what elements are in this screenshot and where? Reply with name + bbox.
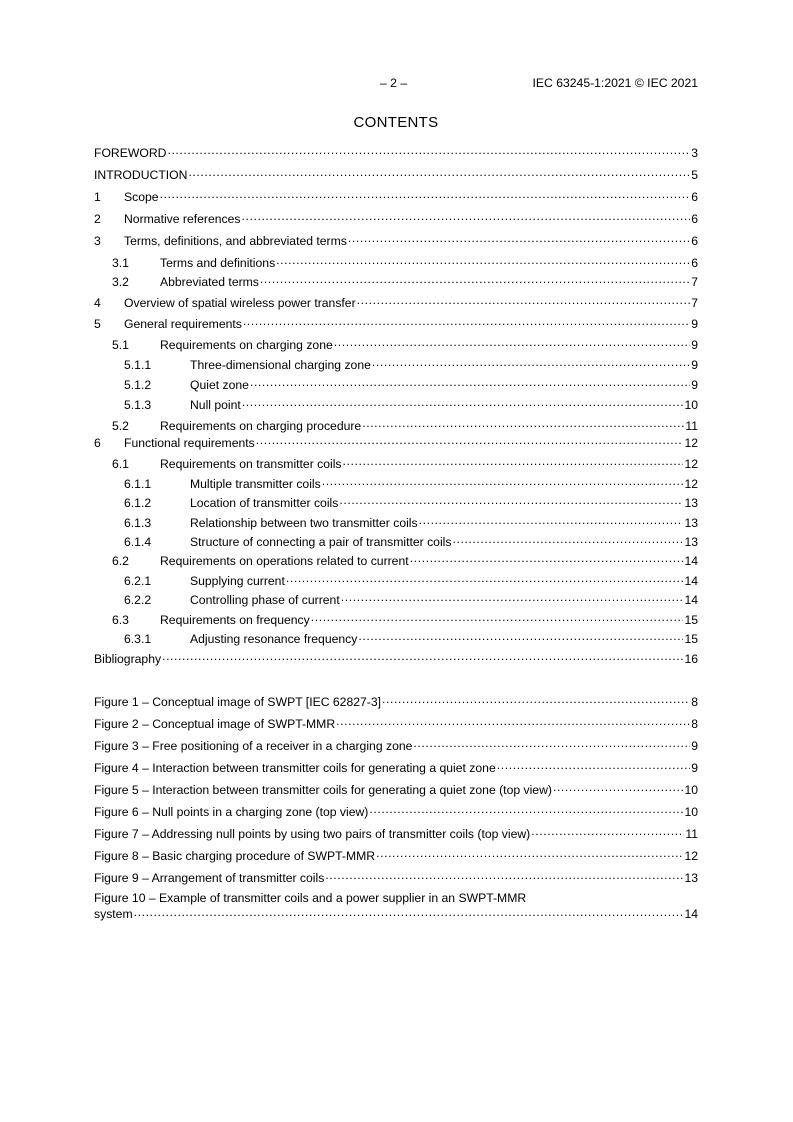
figure-entry-page: 10 <box>684 783 698 797</box>
figure-entry[interactable] <box>94 760 698 777</box>
toc-entry-title: Multiple transmitter coils <box>190 477 321 491</box>
toc-entry-number: 3.2 <box>112 275 129 289</box>
toc-entry[interactable] <box>94 377 698 394</box>
dot-leader <box>531 826 684 838</box>
toc-entry-title: Abbreviated terms <box>160 275 259 289</box>
toc-entry-page: 9 <box>691 317 698 331</box>
toc-entry-number: 6.1.1 <box>124 477 152 491</box>
figure-entry[interactable] <box>94 826 698 843</box>
dot-leader <box>362 418 684 430</box>
toc-entry[interactable] <box>94 295 698 312</box>
dot-leader <box>357 295 691 307</box>
figure-entry[interactable] <box>94 891 698 922</box>
dot-leader <box>348 233 690 245</box>
toc-entry-number: 6.1.3 <box>124 516 152 530</box>
dot-leader <box>382 694 690 706</box>
toc-entry-title: Requirements on transmitter coils <box>160 457 342 471</box>
toc-entry-page: 6 <box>691 234 698 248</box>
dot-leader <box>325 870 683 882</box>
toc-entry-page: 9 <box>691 338 698 352</box>
figure-entry-title-cont: system <box>94 907 133 921</box>
toc-entry-number: 6.2.2 <box>124 593 152 607</box>
toc-entry-title: Requirements on frequency <box>160 613 310 627</box>
document-id: IEC 63245-1:2021 © IEC 2021 <box>532 76 698 90</box>
figure-entry-continuation <box>94 906 698 922</box>
toc-entry-number: 6.3 <box>112 613 129 627</box>
figure-entry-title: Figure 6 – Null points in a charging zone (top view) <box>94 805 369 819</box>
dot-leader <box>260 274 690 286</box>
toc-entry[interactable] <box>94 167 698 184</box>
dot-leader <box>276 255 690 267</box>
figure-entry[interactable] <box>94 782 698 799</box>
toc-entry-number: 5.2 <box>112 419 129 433</box>
toc-entry[interactable] <box>94 553 698 570</box>
toc-entry-page: 12 <box>684 457 698 471</box>
toc-entry-number: 6.1.4 <box>124 535 152 549</box>
toc-entry-title: INTRODUCTION <box>94 168 188 182</box>
figure-entry-page: 13 <box>684 871 698 885</box>
toc-entry[interactable] <box>94 145 698 162</box>
figure-entry-page: 11 <box>685 827 698 841</box>
figure-entry-title: Figure 2 – Conceptual image of SWPT-MMR <box>94 717 336 731</box>
dot-leader <box>341 592 684 604</box>
toc-entry-page: 13 <box>684 535 698 549</box>
toc-entry-title: Bibliography <box>94 652 162 666</box>
toc-entry-number: 2 <box>94 212 101 226</box>
toc-entry-page: 9 <box>691 358 698 372</box>
toc-entry[interactable] <box>94 631 698 648</box>
page-header <box>94 76 698 92</box>
toc-entry-page: 7 <box>691 296 698 310</box>
toc-entry-number: 6.1.2 <box>124 496 152 510</box>
toc-entry-page: 13 <box>684 496 698 510</box>
dot-leader <box>336 716 690 728</box>
toc-entry-title: Terms and definitions <box>160 256 276 270</box>
figure-entry[interactable] <box>94 870 698 887</box>
toc-entry-title: Relationship between two transmitter coils <box>190 516 418 530</box>
toc-entry-title: Structure of connecting a pair of transmitter coils <box>190 535 452 549</box>
toc-entry-number: 5.1.2 <box>124 378 152 392</box>
toc-entry-title: Overview of spatial wireless power transfer <box>124 296 356 310</box>
toc-entry-title: Null point <box>190 398 241 412</box>
contents-title: CONTENTS <box>353 114 439 131</box>
dot-leader <box>167 145 690 157</box>
dot-leader <box>376 848 683 860</box>
toc-entry-number: 5.1 <box>112 338 129 352</box>
toc-entry[interactable] <box>94 418 698 435</box>
toc-entry[interactable] <box>94 337 698 354</box>
toc-entry-number: 3 <box>94 234 101 248</box>
dot-leader <box>372 357 690 369</box>
toc-entry-number: 5.1.3 <box>124 398 152 412</box>
toc-entry-page: 5 <box>691 168 698 182</box>
dot-leader <box>334 337 690 349</box>
figure-entry-title: Figure 10 – Example of transmitter coils and a power supplier in an SWPT-MMR <box>94 891 527 905</box>
toc-entry-page: 9 <box>691 378 698 392</box>
toc-entry[interactable] <box>94 357 698 374</box>
toc-entry[interactable] <box>94 534 698 551</box>
dot-leader <box>553 782 683 794</box>
dot-leader <box>339 495 683 507</box>
toc-entry-page: 6 <box>691 212 698 226</box>
toc-entry-page: 12 <box>684 436 698 450</box>
dot-leader <box>134 906 684 918</box>
toc-entry-page: 14 <box>684 554 698 568</box>
toc-entry-title: Adjusting resonance frequency <box>190 632 358 646</box>
dot-leader <box>243 316 690 328</box>
figure-entry[interactable] <box>94 716 698 733</box>
toc-entry[interactable] <box>94 515 698 532</box>
toc-entry-page: 13 <box>684 516 698 530</box>
figure-entry-page: 12 <box>684 849 698 863</box>
toc-entry-title: Requirements on operations related to current <box>160 554 409 568</box>
figure-entry-page: 8 <box>691 695 698 709</box>
toc-entry-number: 3.1 <box>112 256 129 270</box>
toc-entry-page: 14 <box>684 574 698 588</box>
toc-entry-number: 4 <box>94 296 101 310</box>
page-number: – 2 – <box>380 76 408 90</box>
toc-entry-title: General requirements <box>124 317 242 331</box>
toc-entry-title: FOREWORD <box>94 146 167 160</box>
dot-leader <box>162 651 683 663</box>
toc-entry[interactable] <box>94 651 698 668</box>
toc-entry[interactable] <box>94 189 698 206</box>
figure-entry-title: Figure 4 – Interaction between transmitter coils for generating a quiet zone <box>94 761 496 775</box>
dot-leader <box>242 211 691 223</box>
dot-leader <box>188 167 690 179</box>
figure-entry-page: 9 <box>691 739 698 753</box>
toc-entry[interactable] <box>94 255 698 272</box>
toc-entry-title: Controlling phase of current <box>190 593 340 607</box>
toc-entry-page: 15 <box>684 632 698 646</box>
toc-entry-title: Terms, definitions, and abbreviated terms <box>124 234 347 248</box>
toc-entry-number: 6.2 <box>112 554 129 568</box>
toc-entry[interactable] <box>94 274 698 291</box>
toc-entry[interactable] <box>94 456 698 473</box>
figure-entry-title: Figure 3 – Free positioning of a receiver in a charging zone <box>94 739 413 753</box>
dot-leader <box>311 612 684 624</box>
toc-entry[interactable] <box>94 233 698 250</box>
figure-entry-title: Figure 9 – Arrangement of transmitter coils <box>94 871 325 885</box>
dot-leader <box>419 515 684 527</box>
toc-entry-page: 6 <box>691 190 698 204</box>
toc-entry-title: Scope <box>124 190 159 204</box>
dot-leader <box>343 456 684 468</box>
toc-entry-number: 5.1.1 <box>124 358 152 372</box>
toc-entry-page: 12 <box>684 477 698 491</box>
toc-entry-title: Quiet zone <box>190 378 249 392</box>
figure-entry-page: 9 <box>691 761 698 775</box>
toc-entry[interactable] <box>94 316 698 333</box>
dot-leader <box>250 377 690 389</box>
toc-entry[interactable] <box>94 435 698 452</box>
toc-entry-page: 14 <box>684 593 698 607</box>
figure-entry[interactable] <box>94 738 698 755</box>
toc-entry-number: 6.1 <box>112 457 129 471</box>
toc-entry-title: Requirements on charging zone <box>160 338 333 352</box>
toc-entry[interactable] <box>94 211 698 228</box>
toc-entry-page: 10 <box>684 398 698 412</box>
toc-entry-title: Requirements on charging procedure <box>160 419 362 433</box>
toc-entry-page: 16 <box>684 652 698 666</box>
toc-entry-number: 5 <box>94 317 101 331</box>
figure-entry-title: Figure 5 – Interaction between transmitter coils for generating a quiet zone (top view) <box>94 783 552 797</box>
figure-entry-page: 14 <box>684 907 698 921</box>
figure-entry-title: Figure 1 – Conceptual image of SWPT [IEC 62827-3] <box>94 695 382 709</box>
toc-entry-title: Three-dimensional charging zone <box>190 358 371 372</box>
dot-leader <box>369 804 683 816</box>
toc-entry[interactable] <box>94 592 698 609</box>
toc-entry-page: 7 <box>691 275 698 289</box>
figure-entry-title: Figure 8 – Basic charging procedure of SWPT-MMR <box>94 849 376 863</box>
toc-entry-title: Functional requirements <box>124 436 255 450</box>
toc-entry-title: Location of transmitter coils <box>190 496 339 510</box>
toc-entry-title: Normative references <box>124 212 241 226</box>
toc-entry-title: Supplying current <box>190 574 285 588</box>
toc-entry-page: 15 <box>684 613 698 627</box>
toc-entry-number: 6.3.1 <box>124 632 152 646</box>
figure-entry[interactable] <box>94 848 698 865</box>
toc-entry-number: 6.2.1 <box>124 574 152 588</box>
toc-entry-number: 6 <box>94 436 101 450</box>
toc-entry[interactable] <box>94 476 698 493</box>
figure-entry-page: 10 <box>684 805 698 819</box>
dot-leader <box>242 397 684 409</box>
toc-entry[interactable] <box>94 397 698 414</box>
toc-entry[interactable] <box>94 612 698 629</box>
toc-entry-page: 3 <box>691 146 698 160</box>
figure-entry[interactable] <box>94 694 698 711</box>
figure-entry-title: Figure 7 – Addressing null points by using two pairs of transmitter coils (top view) <box>94 827 531 841</box>
dot-leader <box>358 631 683 643</box>
toc-entry-page: 6 <box>691 256 698 270</box>
toc-entry-page: 11 <box>685 419 698 433</box>
dot-leader <box>160 189 691 201</box>
dot-leader <box>410 553 684 565</box>
dot-leader <box>256 435 684 447</box>
dot-leader <box>286 573 684 585</box>
dot-leader <box>322 476 684 488</box>
figure-entry-page: 8 <box>691 717 698 731</box>
toc-entry-number: 1 <box>94 190 101 204</box>
toc-entry[interactable] <box>94 573 698 590</box>
figure-entry[interactable] <box>94 804 698 821</box>
toc-entry[interactable] <box>94 495 698 512</box>
dot-leader <box>413 738 690 750</box>
dot-leader <box>452 534 683 546</box>
dot-leader <box>497 760 690 772</box>
